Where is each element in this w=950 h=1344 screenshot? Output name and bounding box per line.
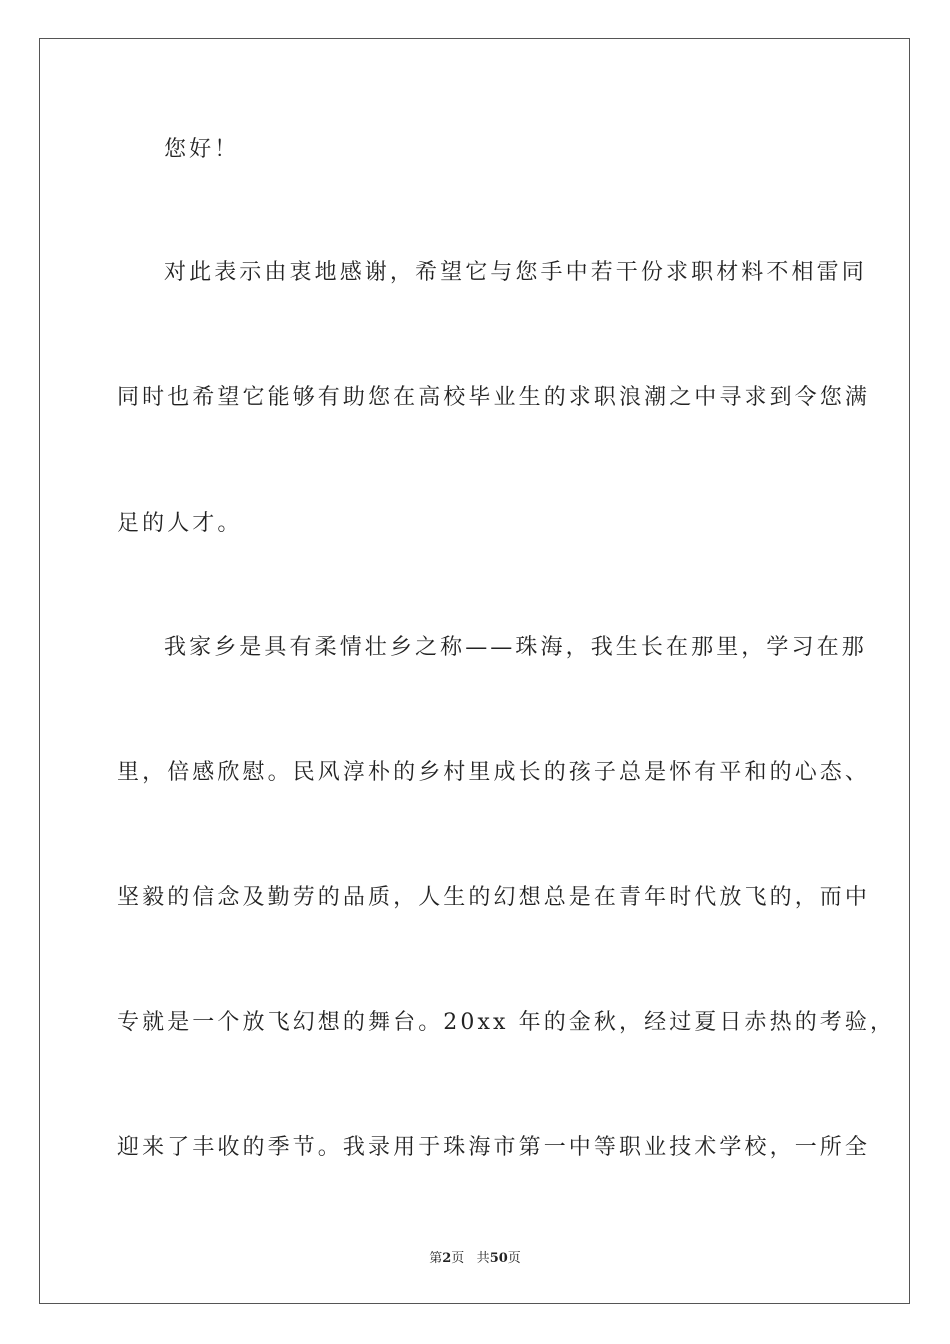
paragraph-line: 足的人才。 (117, 511, 243, 536)
page-border (39, 38, 910, 1304)
paragraph-line: 里，倍感欣慰。民风淳朴的乡村里成长的孩子总是怀有平和的心态、 (117, 760, 871, 785)
paragraph-line: 同时也希望它能够有助您在高校毕业生的求职浪潮之中寻求到令您满 (117, 385, 871, 410)
page-footer (0, 1247, 950, 1266)
page-prefix: 第 (429, 1251, 443, 1266)
paragraph-line: 对此表示由衷地感谢，希望它与您手中若干份求职材料不相雷同 (164, 260, 867, 285)
paragraph-line: 我家乡是具有柔情壮乡之称——珠海，我生长在那里，学习在那 (164, 635, 867, 660)
page-number: 2 (442, 1251, 452, 1266)
total-suffix: 页 (507, 1251, 521, 1266)
greeting-line: 您好！ (164, 137, 240, 162)
paragraph-line: 坚毅的信念及勤劳的品质，人生的幻想总是在青年时代放飞的，而中 (117, 885, 871, 910)
total-pages: 50 (489, 1251, 508, 1266)
paragraph-line: 迎来了丰收的季节。我录用于珠海市第一中等职业技术学校，一所全 (117, 1135, 871, 1160)
page-suffix: 页 (451, 1251, 465, 1266)
total-prefix: 共 (476, 1251, 490, 1266)
paragraph-line: 专就是一个放飞幻想的舞台。20xx 年的金秋，经过夏日赤热的考验， (117, 1010, 896, 1035)
